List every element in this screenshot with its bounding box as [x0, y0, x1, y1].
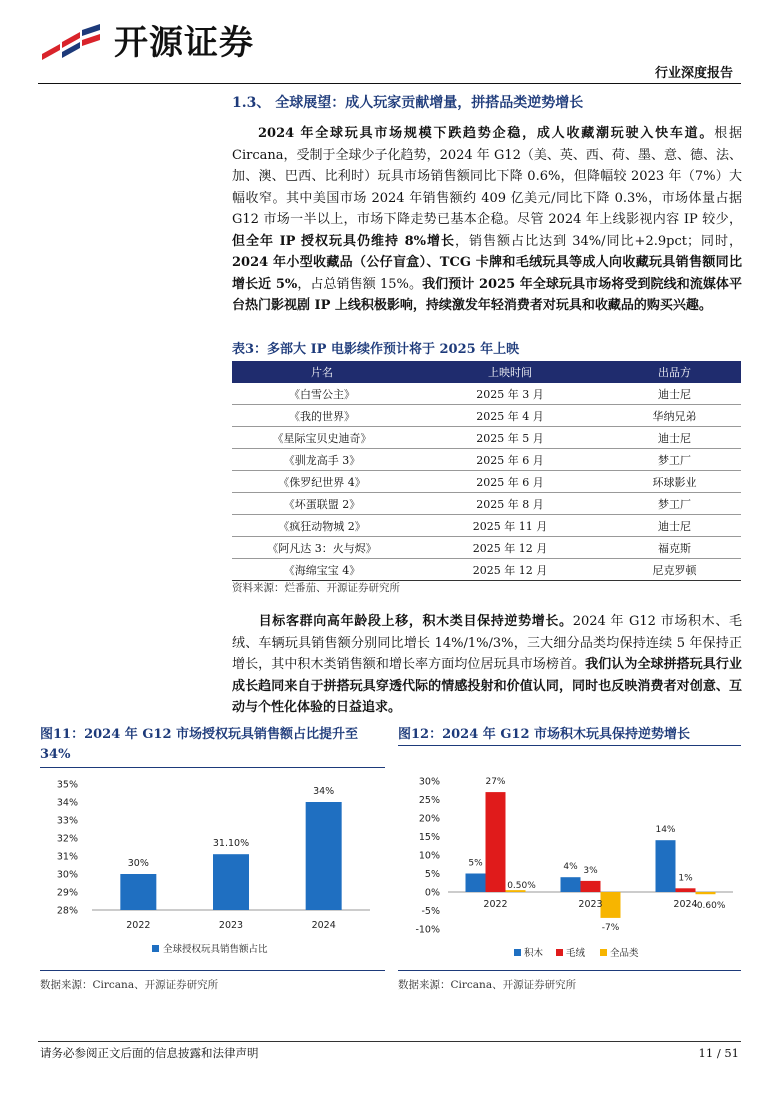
- cell-date: 2025 年 6 月: [412, 471, 608, 493]
- y-tick-label: 34%: [56, 797, 78, 809]
- x-tick-label: 2022: [126, 920, 151, 931]
- y-tick-label: 35%: [56, 779, 78, 791]
- para2-segment: 2024 年 G12 市场积木、毛绒、车辆玩具销售额分别同比增长 14%/1%/3%，三大细分品类均保持连续 5 年保持正增长，其中积木类销售额和增长率方面均位居玩具市场榜首。: [232, 614, 742, 672]
- cell-studio: 梦工厂: [608, 493, 741, 515]
- figure-12-source: 数据来源：Circana、开源证券研究所: [398, 979, 577, 991]
- table-row: [232, 471, 741, 493]
- data-label: 27%: [485, 777, 506, 788]
- legend-label: 积木: [524, 948, 544, 959]
- bar-licensed-share: [306, 802, 342, 910]
- data-label: 3%: [583, 865, 598, 876]
- x-tick-label: 2024: [673, 899, 698, 910]
- cell-studio: 福克斯: [608, 537, 741, 559]
- table-header-title: 片名: [232, 361, 412, 383]
- y-tick-label: 31%: [56, 851, 78, 863]
- para1-segment: 但全年 IP 授权玩具仍维持 8%增长: [232, 233, 456, 249]
- cell-studio: 迪士尼: [608, 383, 741, 405]
- figure-11-bottom-rule: [40, 970, 385, 971]
- bar-licensed-share: [120, 874, 156, 910]
- bar-blocks: [561, 877, 581, 892]
- chart-licensed-toy-share: [40, 770, 385, 968]
- cell-studio: 迪士尼: [608, 515, 741, 537]
- y-tick-label: 30%: [56, 869, 78, 881]
- bar-plush: [581, 881, 601, 892]
- legend-label: 全球授权玩具销售额占比: [163, 944, 268, 955]
- data-label: -7%: [601, 922, 620, 933]
- cell-date: 2025 年 11 月: [412, 515, 608, 537]
- table-row: [232, 559, 741, 581]
- cell-date: 2025 年 12 月: [412, 537, 608, 559]
- table-row: [232, 383, 741, 405]
- data-label: 5%: [468, 858, 483, 869]
- legend-swatch: [152, 945, 159, 952]
- y-tick-label: 30%: [418, 776, 440, 788]
- para1-segment: 2024 年小型收藏品（公仔盲盒）、TCG 卡牌和毛绒玩具等成人向收藏玩具销售额同比增长近 5%: [232, 255, 742, 292]
- table-header-row: [232, 361, 741, 383]
- cell-studio: 迪士尼: [608, 427, 741, 449]
- cell-title: 《星际宝贝史迪奇》: [232, 427, 412, 449]
- x-tick-label: 2022: [483, 899, 508, 910]
- y-tick-label: 25%: [418, 795, 440, 806]
- figure-12-bottom-rule: [398, 970, 741, 971]
- bar-blocks: [656, 840, 676, 892]
- data-label: -0.60%: [693, 901, 726, 911]
- cell-title: 《侏罗纪世界 4》: [232, 471, 412, 493]
- y-tick-label: 0%: [424, 887, 440, 899]
- cell-title: 《阿凡达 3：火与烬》: [232, 537, 412, 559]
- legend-label: 全品类: [610, 948, 639, 959]
- table-header-date: 上映时间: [412, 361, 608, 383]
- table-row: [232, 537, 741, 559]
- y-tick-label: 28%: [56, 905, 78, 917]
- data-label: 4%: [563, 862, 578, 873]
- legend-swatch: [514, 949, 521, 956]
- y-tick-label: 29%: [56, 887, 78, 899]
- cell-date: 2025 年 5 月: [412, 427, 608, 449]
- table-row: [232, 515, 741, 537]
- section-title: 1.3、 全球展望：成人玩家贡献增量，拼搭品类逆势增长: [232, 95, 584, 111]
- legend-swatch: [600, 949, 607, 956]
- figure-11-title: 图11：2024 年 G12 市场授权玩具销售额占比提升至 34%: [40, 727, 359, 762]
- chart-category-growth: [398, 768, 741, 968]
- y-tick-label: 5%: [424, 869, 440, 880]
- cell-date: 2025 年 12 月: [412, 559, 608, 581]
- cell-studio: 梦工厂: [608, 449, 741, 471]
- movie-release-table: [232, 361, 741, 581]
- table-title: 表3：多部大 IP 电影续作预计将于 2025 年上映: [232, 342, 520, 357]
- figure-12-title: 图12：2024 年 G12 市场积木玩具保持逆势增长: [398, 727, 691, 742]
- cell-title: 《海绵宝宝 4》: [232, 559, 412, 581]
- cell-studio: 尼克罗顿: [608, 559, 741, 581]
- cell-studio: 华纳兄弟: [608, 405, 741, 427]
- cell-studio: 环球影业: [608, 471, 741, 493]
- data-label: 31.10%: [212, 838, 250, 850]
- bar-licensed-share: [213, 854, 249, 910]
- y-tick-label: 32%: [56, 833, 78, 845]
- paragraph-building-blocks: [232, 611, 742, 719]
- para1-segment: 我们预计 2025 年全球玩具市场将受到院线和流媒体平台热门影视剧 IP 上线积极影响，持续激发年轻消费者对玩具和收藏品的购买兴趣。: [232, 276, 743, 313]
- disclaimer-note: 请务必参阅正文后面的信息披露和法律声明: [40, 1046, 259, 1060]
- table-header-studio: 出品方: [608, 361, 741, 383]
- y-tick-label: 20%: [418, 813, 440, 825]
- y-tick-label: 15%: [418, 832, 440, 843]
- cell-title: 《白雪公主》: [232, 383, 412, 405]
- cell-date: 2025 年 6 月: [412, 449, 608, 471]
- footer-divider: [38, 1041, 741, 1042]
- bar-plush: [486, 792, 506, 892]
- table-row: [232, 449, 741, 471]
- figure-11-top-rule: [40, 767, 385, 768]
- cell-date: 2025 年 8 月: [412, 493, 608, 515]
- x-tick-label: 2023: [218, 920, 244, 931]
- data-label: 1%: [678, 873, 693, 884]
- header-divider: [38, 83, 741, 84]
- y-tick-label: 33%: [56, 815, 78, 827]
- para1-segment: ，占总销售额 15%。: [297, 276, 423, 292]
- para1-segment: 2024 年全球玩具市场规模下跌趋势企稳，成人收藏潮玩驶入快车道。: [258, 126, 715, 141]
- cell-title: 《我的世界》: [232, 405, 412, 427]
- report-type: 行业深度报告: [654, 66, 733, 81]
- cell-title: 《疯狂动物城 2》: [232, 515, 412, 537]
- cell-date: 2025 年 4 月: [412, 405, 608, 427]
- legend-label: 毛绒: [566, 948, 586, 959]
- cell-title: 《驯龙高手 3》: [232, 449, 412, 471]
- table-source: 资料来源：烂番茄、开源证券研究所: [232, 582, 400, 594]
- para2-segment: 目标客群向高年龄段上移，积木类目保持逆势增长。: [258, 614, 573, 629]
- y-tick-label: -5%: [421, 906, 440, 917]
- bar-all: [696, 892, 716, 894]
- para1-segment: ，销售额占比达到 34%/同比+2.9pct；同时，: [455, 233, 742, 249]
- brand-logo-icon: [40, 24, 104, 64]
- bar-plush: [676, 888, 696, 892]
- data-label: 30%: [127, 858, 149, 869]
- data-label: 14%: [655, 825, 676, 836]
- data-label: 34%: [313, 786, 335, 797]
- figure-12-top-rule: [398, 745, 741, 746]
- x-tick-label: 2024: [311, 920, 336, 931]
- table-row: [232, 493, 741, 515]
- data-label: 0.50%: [507, 881, 536, 891]
- brand-name: 开源证券: [114, 23, 254, 63]
- page-number: 11 / 51: [698, 1046, 739, 1060]
- y-tick-label: 10%: [418, 850, 440, 862]
- bar-blocks: [466, 874, 486, 893]
- legend-swatch: [556, 949, 563, 956]
- table-row: [232, 427, 741, 449]
- y-tick-label: -10%: [415, 924, 440, 936]
- table-row: [232, 405, 741, 427]
- para2-segment: 我们认为全球拼搭玩具行业成长趋同来自于拼搭玩具穿透代际的情感投射和价值认同，同时也反映消费者对创意、互动与个性化体验的日益追求。: [232, 657, 742, 715]
- x-tick-label: 2023: [578, 899, 603, 910]
- cell-title: 《坏蛋联盟 2》: [232, 493, 412, 515]
- cell-date: 2025 年 3 月: [412, 383, 608, 405]
- figure-11-source: 数据来源：Circana、开源证券研究所: [40, 979, 219, 991]
- bar-all: [601, 892, 621, 918]
- para1-segment: 根据 Circana，受制于全球少子化趋势，2024 年 G12（美、英、西、荷、墨、意、德、法、加、澳、巴西、比利时）玩具市场销售额同比下降 0.6%，但降幅较 2023 年（7%）大幅收窄。其中美国市场 2024 年销售额约 409 亿美元/同比下降 0.3%，市场体量占据 G12 市场一半以上，市场下降走势已基本企稳。尽管 2024 年上线影视内容 IP 较少，: [232, 126, 742, 227]
- paragraph-global-outlook: [232, 123, 742, 317]
